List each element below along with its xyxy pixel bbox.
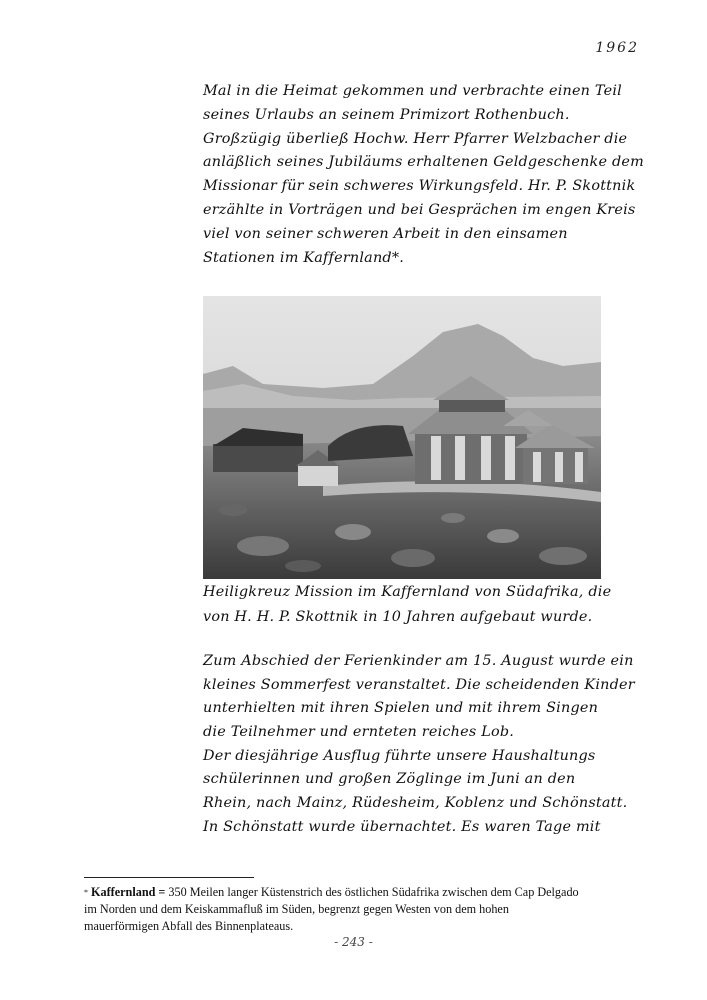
paragraph-2: [203, 650, 643, 840]
footnote-line: mauerförmigen Abfall des Binnenplateaus.: [84, 919, 294, 933]
text-line: Rhein, nach Mainz, Rüdesheim, Koblenz und Schönstatt.: [203, 795, 628, 812]
text-line: Missionar für sein schweres Wirkungsfeld. Hr. P. Skottnik: [203, 178, 636, 195]
text-line: Großzügig überließ Hochw. Herr Pfarrer Welzbacher die: [203, 130, 628, 147]
footnote-line: im Norden und dem Keiskammafluß im Süden, begrenzt gegen Westen von dem hohen: [84, 902, 509, 916]
text-line: seines Urlaubs an seinem Primizort Rothenbuch.: [203, 106, 570, 123]
page-number: - 243 -: [334, 935, 373, 949]
footnote-term: Kaffernland =: [91, 885, 166, 899]
photo-caption: [203, 580, 633, 630]
footnote: [84, 884, 644, 935]
text-line: kleines Sommerfest veranstaltet. Die scheidenden Kinder: [203, 676, 635, 693]
text-line: Der diesjährige Ausflug führte unsere Haushaltungs: [203, 747, 596, 764]
caption-line: von H. H. P. Skottnik in 10 Jahren aufgebaut wurde.: [203, 609, 593, 625]
text-line: schülerinnen und großen Zöglinge im Juni an den: [203, 771, 576, 788]
text-line: anläßlich seines Jubiläums erhaltenen Geldgeschenke dem: [203, 154, 644, 171]
footnote-text: 350 Meilen langer Küstenstrich des östlichen Südafrika zwischen dem Cap Delgado: [165, 885, 579, 899]
caption-line: Heiligkreuz Mission im Kaffernland von Südafrika, die: [203, 584, 612, 600]
text-line: Zum Abschied der Ferienkinder am 15. August wurde ein: [203, 653, 634, 669]
footnote-marker: *: [84, 888, 88, 897]
text-line: In Schönstatt wurde übernachtet. Es waren Tage mit: [203, 818, 601, 835]
text-line: unterhielten mit ihren Spielen und mit ihrem Singen: [203, 700, 599, 717]
year-header: 1962: [595, 40, 639, 56]
mission-photo: [203, 296, 601, 579]
footnote-line: [84, 884, 644, 901]
paragraph-1: [203, 80, 644, 270]
text-line: Mal in die Heimat gekommen und verbrachte einen Teil: [203, 83, 622, 99]
footnote-divider: [84, 877, 254, 878]
text-line: erzählte in Vorträgen und bei Gesprächen im engen Kreis: [203, 201, 636, 218]
text-line: die Teilnehmer und ernteten reiches Lob.: [203, 724, 515, 741]
text-line: viel von seiner schweren Arbeit in den einsamen: [203, 225, 568, 242]
text-line: Stationen im Kaffernland*.: [203, 249, 404, 266]
